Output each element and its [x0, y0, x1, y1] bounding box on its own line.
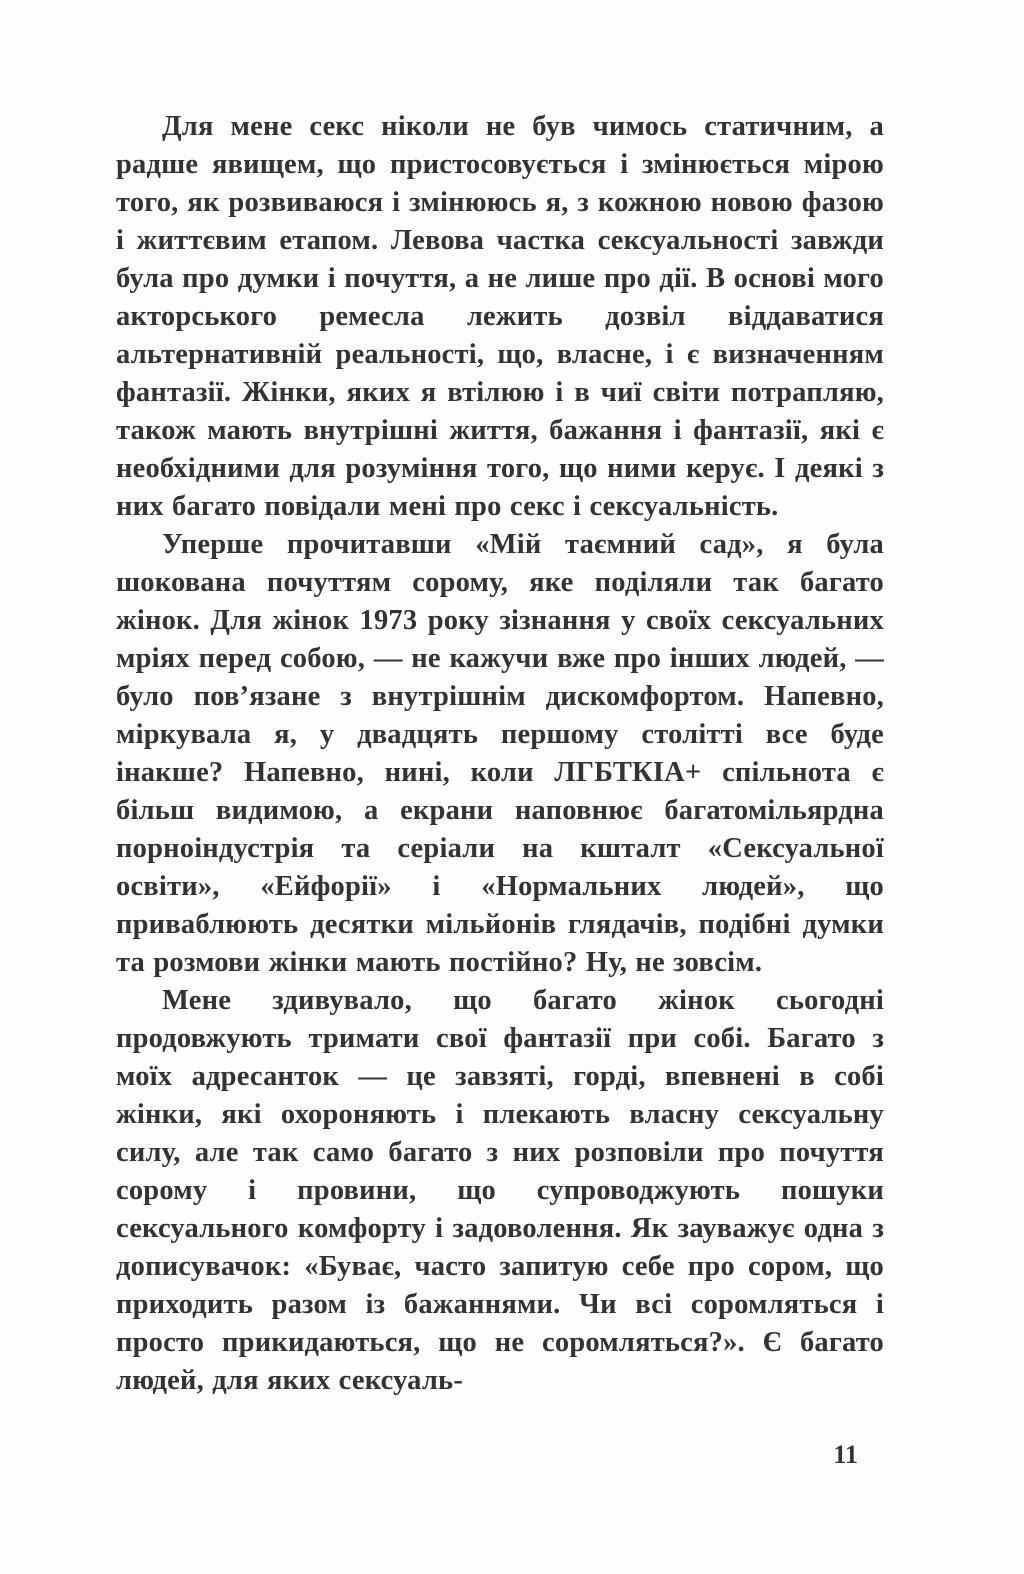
body-text — [116, 108, 884, 1400]
paragraph: Для мене секс ніколи не був чимось статичним, а радше явищем, що пристосовується і змінюється мірою того, як розвиваюся і змінююсь я, з кожною новою фазою і життєвим етапом. Левова частка сексуальності завжди була про думки і почуття, а не лише про дії. В основі мого акторського ремесла лежить дозвіл віддаватися альтернативній реальності, що, власне, і є визначенням фантазії. Жінки, яких я втілюю і в чиї світи потрапляю, також мають внутрішні життя, бажання і фантазії, які є необхідними для розуміння того, що ними керує. І деякі з них багато повідали мені про секс і сексуальність. — [116, 111, 884, 522]
page-number: 11 — [833, 1440, 858, 1469]
paragraph: Уперше прочитавши «Мій таємний сад», я була шокована почуттям сорому, яке поділяли так багато жінок. Для жінок 1973 року зізнання у своїх сексуальних мріях перед собою, — не кажучи вже про інших людей, — було пов’язане з внутрішнім дискомфортом. Напевно, міркувала я, у двадцять першому столітті все буде інакше? Напевно, нині, коли ЛГБТКІА+ спільнота є більш видимою, а екрани наповнює багатомільярдна порноіндустрія та серіали на кшталт «Сексуальної освіти», «Ейфорії» і «Нормальних людей», що приваблюють десятки мільйонів глядачів, подібні думки та розмови жінки мають постійно? Ну, не зовсім. — [116, 529, 884, 978]
paragraph: Мене здивувало, що багато жінок сьогодні продовжують тримати свої фантазії при собі. Багато з моїх адресанток — це завзяті, горді, впевнені в собі жінки, які охороняють і плекають власну сексуальну силу, але так само багато з них розповіли про почуття сорому і провини, що супроводжують пошуки сексуального комфорту і задоволення. Як зауважує одна з дописувачок: «Буває, часто запитую себе про сором, що приходить разом із бажаннями. Чи всі соромляться і просто прикидаються, що не соромляться?». Є багато людей, для яких сексуаль- — [116, 985, 884, 1396]
